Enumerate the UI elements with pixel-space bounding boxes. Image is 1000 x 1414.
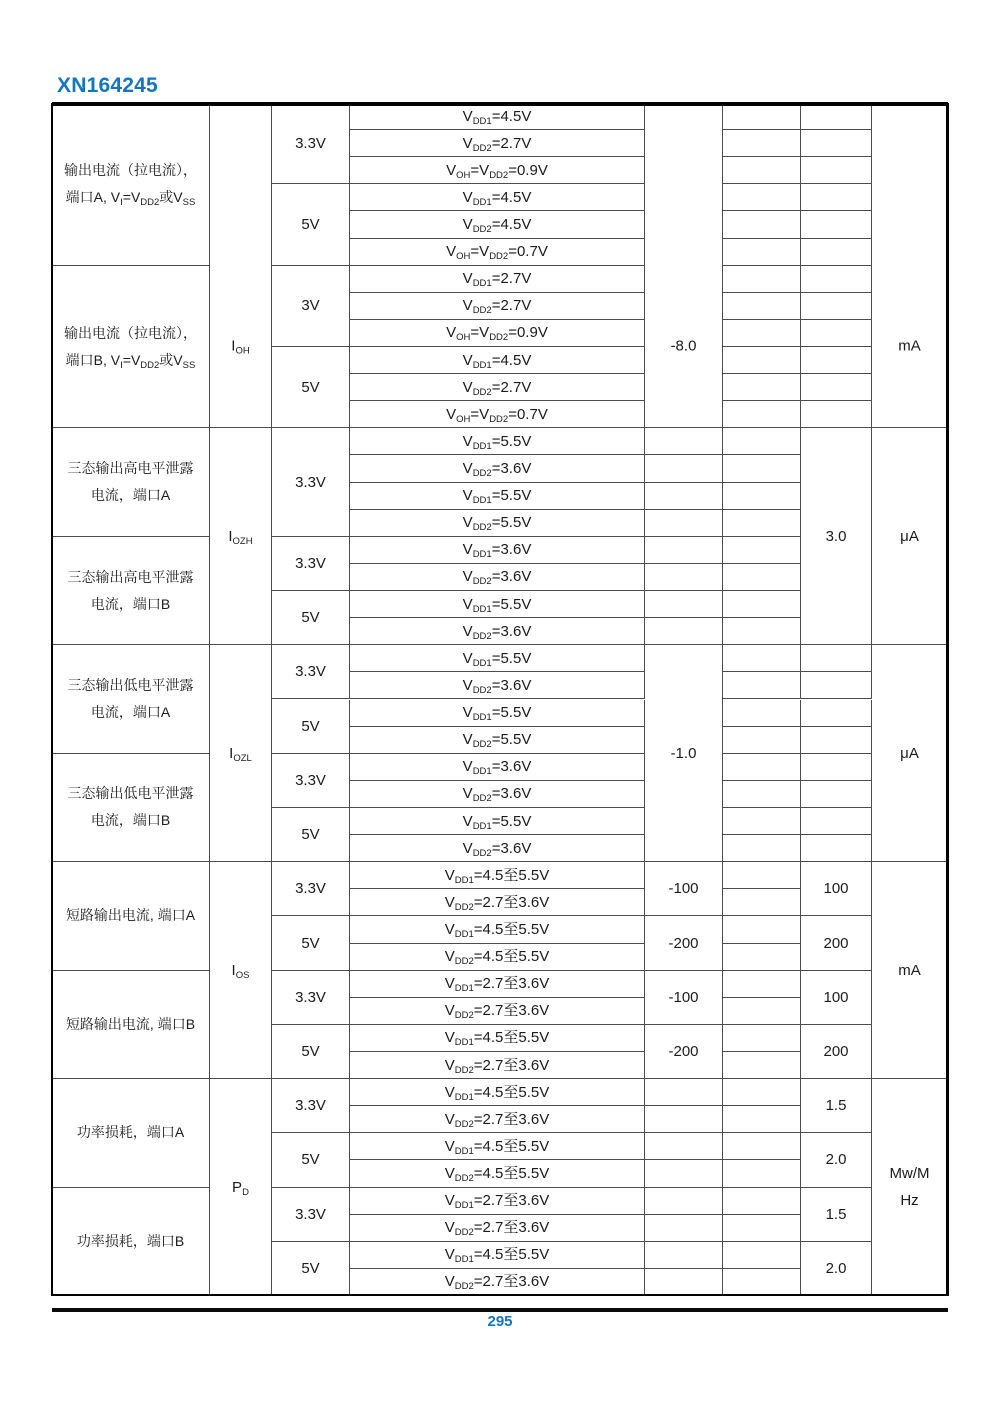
typ-cell [723,916,801,943]
max-cell [801,645,872,672]
max-cell [801,781,872,808]
typ-cell [723,862,801,889]
unit-cell: Mw/M Hz [872,1079,948,1296]
max-cell: 1.5 [801,1079,872,1133]
condition-cell: $V_{DD1}=5.5V$ [350,483,645,510]
condition-cell: $V_{DD2}=4.5$至5.5V [350,944,645,971]
param-cell: 输出电流（拉电流）， 端口B, $V_I=V_{DD2}$或$V_{SS}$ [52,266,210,429]
typ-cell [723,1160,801,1187]
condition-cell: $V_{DD2}=3.6V$ [350,672,645,699]
table-border-left [51,103,53,1296]
voltage-cell: 5V [272,347,350,428]
unit-cell: μA [872,645,948,862]
typ-cell [723,1025,801,1052]
table-border-top [52,102,948,106]
typ-cell [723,1269,801,1296]
min-cell [645,483,723,510]
voltage-cell: 3.3V [272,1188,350,1242]
max-cell [801,672,872,699]
footer-rule [52,1308,948,1312]
min-cell: -8.0 [645,103,723,428]
condition-cell: $V_{DD1}=5.5V$ [350,808,645,835]
min-cell [645,1269,723,1296]
max-cell [801,700,872,727]
unit-cell: mA [872,862,948,1079]
condition-cell: $V_{DD1}=2.7$至3.6V [350,1188,645,1215]
max-cell: 200 [801,916,872,970]
typ-cell [723,835,801,862]
condition-cell: $V_{DD1}=4.5$至5.5V [350,1133,645,1160]
voltage-cell: 5V [272,916,350,970]
max-cell: 1.5 [801,1188,872,1242]
condition-cell: $V_{DD1}=4.5V$ [350,347,645,374]
voltage-cell: 5V [272,1242,350,1296]
condition-cell: $V_{DD2}=4.5$至5.5V [350,1160,645,1187]
voltage-cell: 5V [272,591,350,645]
typ-cell [723,971,801,998]
condition-cell: $V_{DD2}=2.7V$ [350,293,645,320]
min-cell [645,591,723,618]
condition-cell: $V_{OH}=V_{DD2}=0.7V$ [350,401,645,428]
voltage-cell: 5V [272,808,350,862]
condition-cell: $V_{DD1}=4.5V$ [350,184,645,211]
max-cell [801,211,872,238]
voltage-cell: 3V [272,266,350,347]
typ-cell [723,184,801,211]
min-cell [645,537,723,564]
typ-cell [723,374,801,401]
param-cell: 三态输出低电平泄露 电流，端口A [52,645,210,753]
typ-cell [723,320,801,347]
typ-cell [723,455,801,482]
voltage-cell: 3.3V [272,862,350,916]
min-cell [645,564,723,591]
condition-cell: $V_{DD2}=3.6V$ [350,835,645,862]
typ-cell [723,347,801,374]
typ-cell [723,401,801,428]
condition-cell: $V_{DD2}=2.7V$ [350,130,645,157]
condition-cell: $V_{DD2}=2.7$至3.6V [350,1052,645,1079]
param-cell: 短路输出电流, 端口B [52,971,210,1079]
voltage-cell: 3.3V [272,537,350,591]
typ-cell [723,944,801,971]
voltage-cell: 3.3V [272,1079,350,1133]
condition-cell: $V_{DD1}=5.5V$ [350,645,645,672]
condition-cell: $V_{DD2}=2.7V$ [350,374,645,401]
max-cell [801,835,872,862]
typ-cell [723,211,801,238]
max-cell: 2.0 [801,1242,872,1296]
max-cell [801,754,872,781]
symbol-cell: $I_{OZL}$ [210,645,272,862]
page-title: XN164245 [57,74,158,97]
voltage-cell: 3.3V [272,971,350,1025]
typ-cell [723,645,801,672]
typ-cell [723,103,801,130]
max-cell [801,293,872,320]
min-cell [645,1160,723,1187]
max-cell [801,401,872,428]
max-cell [801,103,872,130]
min-cell [645,1215,723,1242]
param-cell: 三态输出高电平泄露 电流，端口A [52,428,210,536]
typ-cell [723,754,801,781]
voltage-cell: 5V [272,700,350,754]
spec-table [52,103,948,1296]
voltage-cell: 3.3V [272,428,350,536]
condition-cell: $V_{DD2}=2.7$至3.6V [350,1215,645,1242]
condition-cell: $V_{DD2}=2.7$至3.6V [350,1269,645,1296]
table-border-right [946,103,949,1296]
typ-cell [723,781,801,808]
voltage-cell: 5V [272,1133,350,1187]
max-cell: 100 [801,971,872,1025]
max-cell [801,130,872,157]
typ-cell [723,1052,801,1079]
typ-cell [723,293,801,320]
condition-cell: $V_{DD1}=2.7$至3.6V [350,971,645,998]
typ-cell [723,1188,801,1215]
condition-cell: $V_{DD1}=4.5$至5.5V [350,862,645,889]
condition-cell: $V_{DD1}=3.6V$ [350,537,645,564]
typ-cell [723,618,801,645]
voltage-cell: 5V [272,184,350,265]
max-cell: 2.0 [801,1133,872,1187]
min-cell: -100 [645,862,723,916]
condition-cell: $V_{OH}=V_{DD2}=0.9V$ [350,320,645,347]
unit-cell: mA [872,103,948,428]
condition-cell: $V_{DD1}=4.5$至5.5V [350,1025,645,1052]
condition-cell: $V_{DD1}=4.5$至5.5V [350,1079,645,1106]
condition-cell: $V_{DD1}=5.5V$ [350,428,645,455]
voltage-cell: 3.3V [272,103,350,184]
symbol-cell: $I_{OS}$ [210,862,272,1079]
typ-cell [723,889,801,916]
symbol-cell: $P_D$ [210,1079,272,1296]
condition-cell: $V_{DD2}=2.7$至3.6V [350,1106,645,1133]
page-number: 295 [487,1313,513,1330]
max-cell [801,184,872,211]
typ-cell [723,428,801,455]
symbol-cell: $I_{OH}$ [210,103,272,428]
condition-cell: $V_{DD1}=5.5V$ [350,591,645,618]
min-cell: -200 [645,1025,723,1079]
typ-cell [723,483,801,510]
min-cell [645,1242,723,1269]
min-cell [645,1106,723,1133]
condition-cell: $V_{DD1}=2.7V$ [350,266,645,293]
param-cell: 功率损耗，端口A [52,1079,210,1187]
condition-cell: $V_{DD1}=5.5V$ [350,700,645,727]
typ-cell [723,998,801,1025]
min-cell: -200 [645,916,723,970]
min-cell [645,1079,723,1106]
max-cell [801,157,872,184]
typ-cell [723,808,801,835]
typ-cell [723,727,801,754]
typ-cell [723,157,801,184]
condition-cell: $V_{DD2}=2.7$至3.6V [350,998,645,1025]
typ-cell [723,1106,801,1133]
param-cell: 输出电流（拉电流）， 端口A, $V_I=V_{DD2}$或$V_{SS}$ [52,103,210,266]
typ-cell [723,510,801,537]
max-cell: 200 [801,1025,872,1079]
param-cell: 功率损耗，端口B [52,1188,210,1296]
condition-cell: $V_{DD2}=3.6V$ [350,455,645,482]
param-cell: 三态输出高电平泄露 电流，端口B [52,537,210,645]
max-cell [801,347,872,374]
condition-cell: $V_{OH}=V_{DD2}=0.7V$ [350,239,645,266]
max-cell [801,239,872,266]
typ-cell [723,1242,801,1269]
condition-cell: $V_{OH}=V_{DD2}=0.9V$ [350,157,645,184]
table-grid [52,103,948,1296]
condition-cell: $V_{DD1}=3.6V$ [350,754,645,781]
min-cell [645,455,723,482]
param-cell: 短路输出电流, 端口A [52,862,210,970]
condition-cell: $V_{DD2}=5.5V$ [350,727,645,754]
typ-cell [723,591,801,618]
condition-cell: $V_{DD2}=2.7$至3.6V [350,889,645,916]
voltage-cell: 5V [272,1025,350,1079]
typ-cell [723,564,801,591]
typ-cell [723,266,801,293]
min-cell [645,1188,723,1215]
typ-cell [723,672,801,699]
param-cell: 三态输出低电平泄露 电流，端口B [52,754,210,862]
min-cell: -100 [645,971,723,1025]
unit-cell: μA [872,428,948,645]
max-cell [801,808,872,835]
max-cell: 100 [801,862,872,916]
table-border-bottom [52,1294,948,1296]
typ-cell [723,130,801,157]
typ-cell [723,700,801,727]
condition-cell: $V_{DD2}=4.5V$ [350,211,645,238]
max-cell [801,266,872,293]
min-cell [645,428,723,455]
condition-cell: $V_{DD2}=3.6V$ [350,781,645,808]
condition-cell: $V_{DD1}=4.5V$ [350,103,645,130]
condition-cell: $V_{DD1}=4.5$至5.5V [350,1242,645,1269]
max-cell: 3.0 [801,428,872,645]
condition-cell: $V_{DD1}=4.5$至5.5V [350,916,645,943]
max-cell [801,374,872,401]
max-cell [801,727,872,754]
typ-cell [723,239,801,266]
min-cell [645,1133,723,1160]
typ-cell [723,1215,801,1242]
symbol-cell: $I_{OZH}$ [210,428,272,645]
typ-cell [723,1133,801,1160]
max-cell [801,320,872,347]
min-cell: -1.0 [645,645,723,862]
condition-cell: $V_{DD2}=3.6V$ [350,564,645,591]
typ-cell [723,1079,801,1106]
min-cell [645,618,723,645]
voltage-cell: 3.3V [272,754,350,808]
condition-cell: $V_{DD2}=3.6V$ [350,618,645,645]
typ-cell [723,537,801,564]
min-cell [645,510,723,537]
condition-cell: $V_{DD2}=5.5V$ [350,510,645,537]
voltage-cell: 3.3V [272,645,350,699]
